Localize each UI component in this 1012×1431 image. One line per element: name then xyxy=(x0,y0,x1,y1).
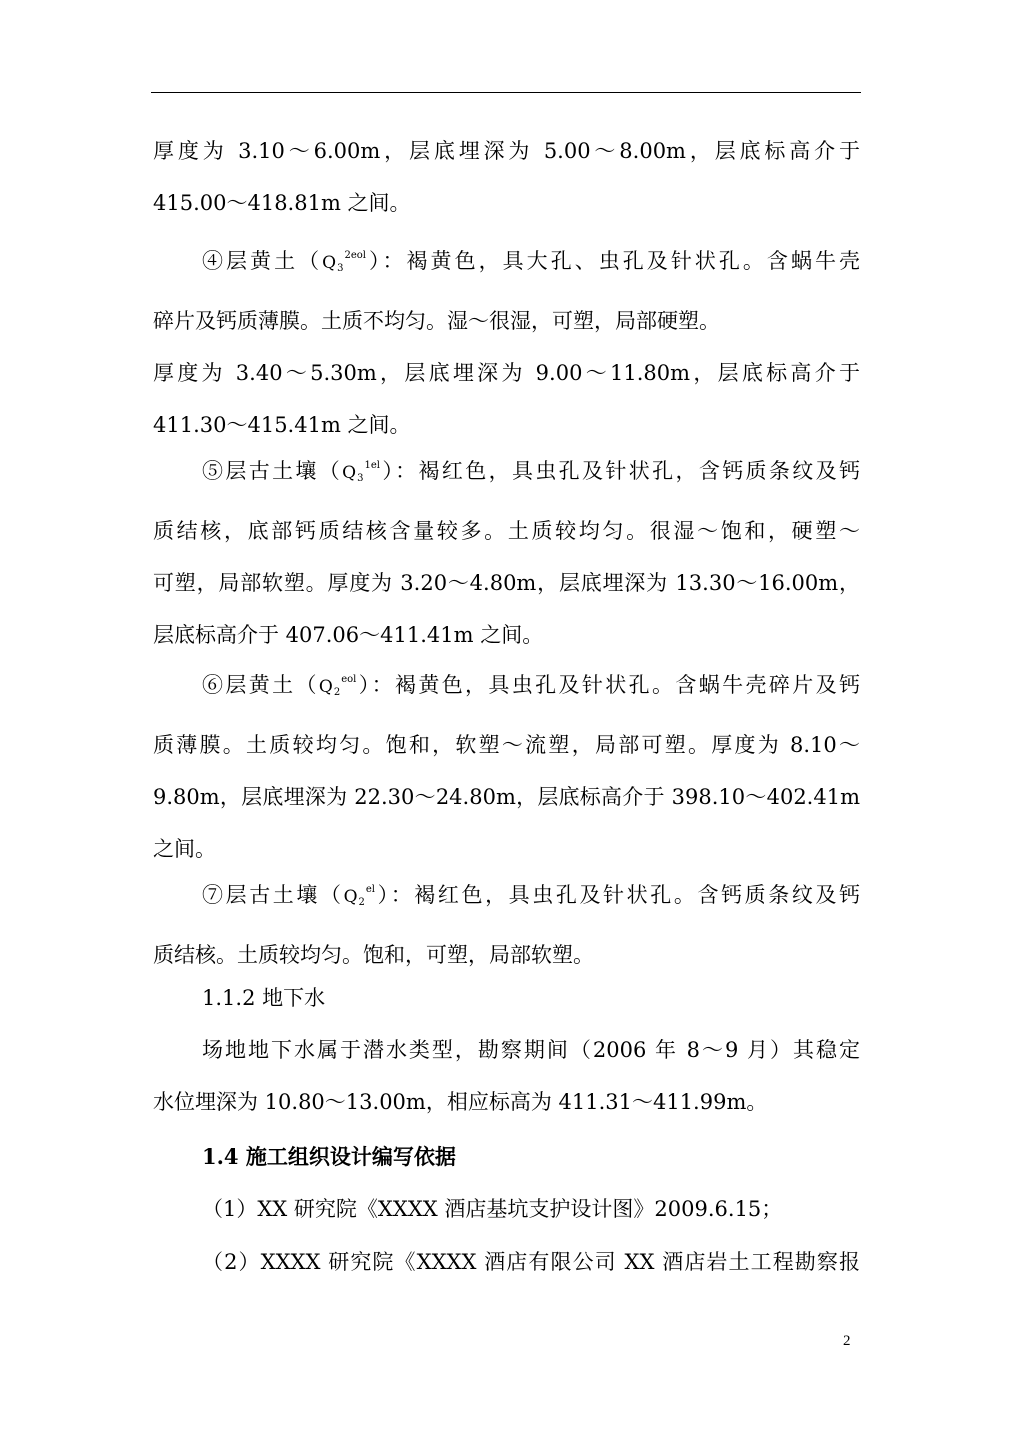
section-heading-groundwater: 1.1.2 地下水 xyxy=(202,986,326,1010)
text-line: 场地地下水属于潜水类型，勘察期间（2006 年 8～9 月）其稳定 xyxy=(202,1038,860,1062)
geologic-age-symbol: $Q_2^{eol}$ xyxy=(318,674,357,698)
text-line: ⑤层古土壤$(Q_3^{1el})$：褐红色，具虫孔及针状孔，含钙质条纹及钙 xyxy=(202,459,860,484)
text-line: 415.00～418.81m 之间。 xyxy=(153,191,411,215)
header-rule xyxy=(151,92,861,93)
text-line: 9.80m，层底埋深为 22.30～24.80m，层底标高介于 398.10～402.41m xyxy=(153,785,860,809)
text-line: 厚度为 3.40～5.30m，层底埋深为 9.00～11.80m，层底标高介于 xyxy=(153,361,860,385)
reference-item: （1）XX 研究院《XXXX 酒店基坑支护设计图》2009.6.15； xyxy=(202,1197,783,1221)
text-line: 可塑，局部软塑。厚度为 3.20～4.80m，层底埋深为 13.30～16.00m， xyxy=(153,571,860,595)
paragraph-groundwater xyxy=(153,1024,860,1128)
paragraph-layer3-continuation xyxy=(153,125,860,229)
text-line: ⑦层古土壤$(Q_2^{el})$：褐红色，具虫孔及针状孔。含钙质条纹及钙 xyxy=(202,883,861,908)
geologic-age-symbol: $Q_2^{el}$ xyxy=(343,884,376,908)
paragraph-layer7-paleosol xyxy=(153,864,860,981)
text-line: ⑥层黄土$(Q_2^{eol})$：褐黄色，具虫孔及针状孔。含蜗牛壳碎片及钙 xyxy=(202,673,861,698)
paragraph-layer5-paleosol xyxy=(153,440,860,661)
paragraph-layer6-loess xyxy=(153,654,860,875)
paragraph-layer4-loess xyxy=(153,230,860,451)
text-line: 质结核。土质较均匀。饱和，可塑，局部软塑。 xyxy=(153,943,594,967)
text-line: 碎片及钙质薄膜。土质不均匀。湿～很湿，可塑，局部硬塑。 xyxy=(153,309,720,333)
text-line: 层底标高介于 407.06～411.41m 之间。 xyxy=(153,623,544,647)
text-line: 水位埋深为 10.80～13.00m，相应标高为 411.31～411.99m。 xyxy=(153,1090,768,1114)
text-line: 质薄膜。土质较均匀。饱和，软塑～流塑，局部可塑。厚度为 8.10～ xyxy=(153,733,860,757)
section-heading-basis: 1.4 施工组织设计编写依据 xyxy=(202,1144,456,1169)
text-line: 质结核，底部钙质结核含量较多。土质较均匀。很湿～饱和，硬塑～ xyxy=(153,519,860,543)
page-number: 2 xyxy=(843,1333,851,1349)
geologic-age-symbol: $Q_3^{1el}$ xyxy=(342,460,380,484)
text-line: 411.30～415.41m 之间。 xyxy=(153,413,411,437)
text-line: ④层黄土$(Q_3^{2eol})$：褐黄色，具大孔、虫孔及针状孔。含蜗牛壳 xyxy=(202,249,861,274)
geologic-age-symbol: $Q_3^{2eol}$ xyxy=(322,250,366,274)
reference-item: （2）XXXX 研究院《XXXX 酒店有限公司 XX 酒店岩土工程勘察报 xyxy=(202,1250,860,1274)
text-line: 厚度为 3.10～6.00m，层底埋深为 5.00～8.00m，层底标高介于 xyxy=(153,139,860,163)
text-line: 之间。 xyxy=(153,837,216,861)
